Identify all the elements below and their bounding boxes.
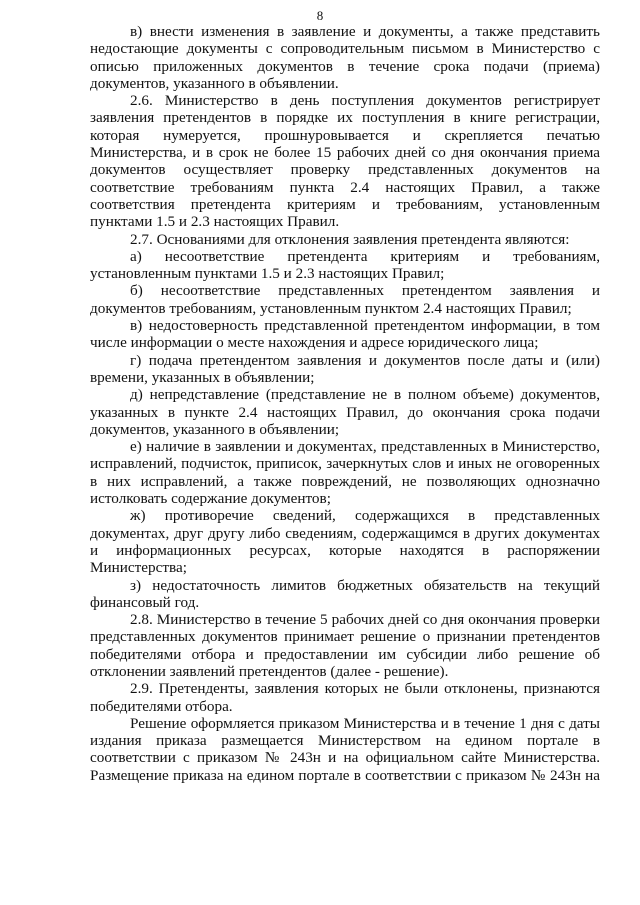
paragraph-2-7-g: г) подача претендентом заявления и документов после даты и (или) времени, указанных в объявлении; — [90, 351, 600, 386]
paragraph-2-8: 2.8. Министерство в течение 5 рабочих дней со дня окончания проверки представленных документов принимает решение о признании претендентов победителями отбора и предоставлении им субсидии либо решение об отклонении заявлений претендентов (далее - решение). — [90, 611, 600, 680]
paragraph-2-7-e: е) наличие в заявлении и документах, представленных в Министерство, исправлений, подчисток, приписок, зачеркнутых слов и иных не оговоренных в них исправлений, а также повреждений, не позволяющих однозначно истолковать содержание документов; — [90, 438, 600, 508]
paragraph-2-9: 2.9. Претенденты, заявления которых не были отклонены, признаются победителями отбора. — [90, 680, 600, 715]
page-number: 8 — [316, 8, 324, 23]
paragraph-2-7-z: з) недостаточность лимитов бюджетных обязательств на текущий финансовый год. — [90, 576, 600, 611]
paragraph-2-7-a: а) несоответствие претендента критериям и требованиям, установленным пунктами 1.5 и 2.3 настоящих Правил; — [90, 247, 600, 283]
paragraph-2-7-zh: ж) противоречие сведений, содержащихся в представленных документах, друг другу либо сведениям, содержащимся в других документах и информационных ресурсах, которые находятся в распоряжении Министерства; — [90, 507, 600, 577]
paragraph-decision: Решение оформляется приказом Министерства и в течение 1 дня с даты издания приказа размещается Министерством на едином портале в соответствии с приказом № 243н и на официальном сайте Министерства. Размещение приказа на едином портале в соответствии с приказом № 243н на — [90, 714, 600, 784]
paragraph-2-7-b: б) несоответствие представленных претендентом заявления и документов требованиям, установленным пунктом 2.4 настоящих Правил; — [90, 282, 600, 317]
paragraph-2-5-v: в) внести изменения в заявление и документы, а также представить недостающие документы с сопроводительным письмом в Министерство с описью приложенных документов в течение срока подачи (приема) документов, указанного в объявлении. — [90, 23, 600, 92]
paragraph-2-7-d: д) непредставление (представление не в полном объеме) документов, указанных в пункте 2.4 настоящих Правил, до окончания срока подачи документов, указанного в объявлении; — [90, 386, 600, 438]
paragraph-2-7-v: в) недостоверность представленной претендентом информации, в том числе информации о месте нахождения и адресе юридического лица; — [90, 317, 600, 352]
document-body — [90, 23, 600, 784]
paragraph-2-7: 2.7. Основаниями для отклонения заявления претендента являются: — [130, 230, 570, 248]
paragraph-2-6: 2.6. Министерство в день поступления документов регистрирует заявления претендентов в порядке их поступления в книге регистрации, которая нумеруется, прошнуровывается и скрепляется печатью Министерства, и в срок не более 15 рабочих дней со дня окончания приема документов осуществляет проверку представленных документов на соответствие требованиям пункта 2.4 настоящих Правил, а также соответствия претендента критериям и требованиям, установленным пунктами 1.5 и 2.3 настоящих Правил. — [90, 92, 600, 231]
